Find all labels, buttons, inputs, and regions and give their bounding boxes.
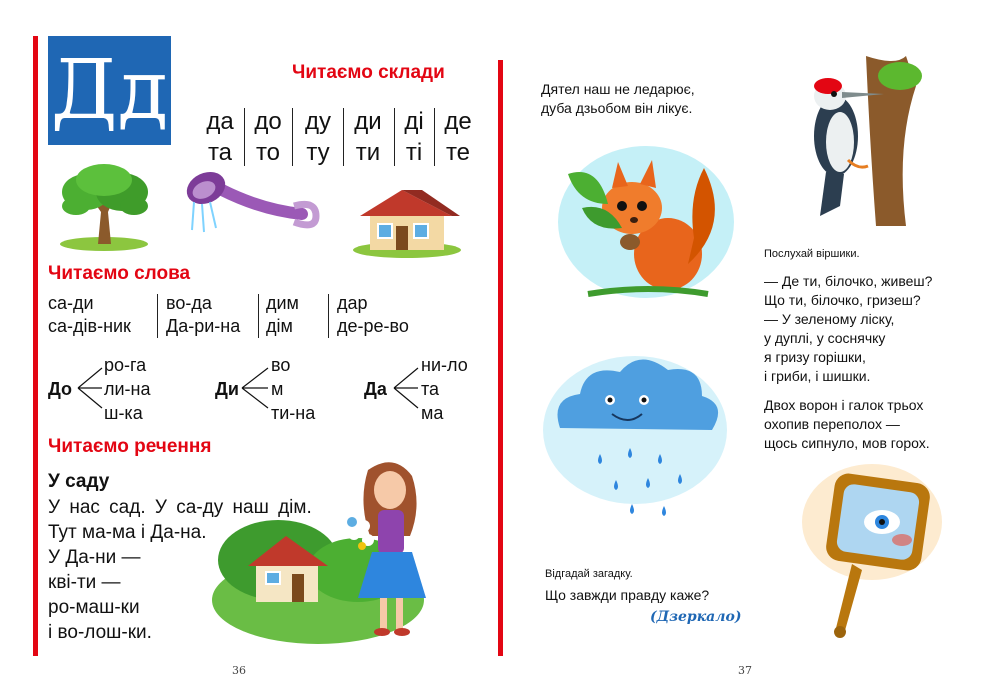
tree-branch: ни-ло	[421, 355, 468, 375]
crows-rhyme	[764, 396, 930, 453]
branch-lines	[392, 362, 420, 414]
tree-branch: ма	[421, 403, 444, 423]
story-line: Тут ма-ма і Да-на.	[48, 522, 207, 543]
poem-line: у дуплі, у соснячку	[764, 330, 886, 346]
syllable-pair: ді ті	[404, 108, 424, 166]
tree-branch: ш-ка	[104, 403, 143, 423]
story-line: У нас сад. У са-ду наш дім.	[48, 497, 312, 518]
page-number-right: 37	[738, 664, 752, 677]
syllable-pair: ди ти	[354, 108, 382, 166]
story-title: У саду	[48, 471, 110, 492]
page-number-left: 36	[232, 664, 246, 677]
tree-branch: ли-на	[104, 379, 151, 399]
word-column: дим дім	[266, 293, 299, 336]
tree-root: Да	[364, 379, 387, 399]
girl-garden-illustration	[208, 450, 480, 646]
poem-line: Що ти, білочко, гризеш?	[764, 292, 921, 308]
riddle-answer: (Дзеркало)	[650, 609, 742, 625]
woodpecker-illustration	[796, 56, 926, 228]
tree-branch: м	[271, 379, 284, 399]
letter-block: Дд	[48, 36, 171, 145]
tree-branch: во	[271, 355, 291, 375]
shower-illustration	[182, 170, 322, 240]
divider	[292, 108, 293, 166]
word-column: дар де-ре-во	[337, 293, 409, 336]
rain-cloud-illustration	[540, 350, 730, 536]
woodpecker-rhyme	[541, 80, 695, 118]
divider	[343, 108, 344, 166]
tree-root: До	[48, 379, 73, 399]
poem-line: і гриби, і шишки.	[764, 368, 871, 384]
sentences-heading: Читаємо речення	[48, 436, 212, 457]
tree-branch: та	[421, 379, 440, 399]
story-line: кві-ти —	[48, 572, 121, 593]
branch-lines	[76, 362, 104, 414]
story-line: ро-маш-ки	[48, 597, 140, 618]
center-divider-bar	[498, 60, 503, 656]
squirrel-illustration	[548, 134, 736, 304]
branch-lines	[240, 362, 270, 414]
tree-branch: ро-га	[104, 355, 147, 375]
rhyme-line: дуба дзьобом він лікує.	[541, 100, 693, 116]
story-line: У Да-ни —	[48, 547, 141, 568]
syllable-pair: да та	[206, 108, 234, 166]
tree-root: Ди	[215, 379, 239, 399]
divider	[394, 108, 395, 166]
rhyme-line: охопив переполох —	[764, 416, 900, 432]
rhyme-line: Двох ворон і галок трьох	[764, 397, 924, 413]
tree-branch: ти-на	[271, 403, 316, 423]
tree-illustration	[56, 162, 152, 252]
poem-line: я гризу горішки,	[764, 349, 866, 365]
mirror-illustration	[796, 460, 946, 640]
syllable-pair: де те	[444, 108, 472, 166]
house-illustration	[352, 186, 462, 258]
poem-line: — Де ти, білочко, живеш?	[764, 273, 933, 289]
syllables-heading: Читаємо склади	[292, 62, 445, 83]
rhyme-line: Дятел наш не ледарює,	[541, 81, 695, 97]
story-line: і во-лош-ки.	[48, 622, 152, 643]
divider	[258, 294, 259, 338]
word-column: са-ди са-дів-ник	[48, 293, 131, 336]
rhyme-line: щось сипнуло, мов горох.	[764, 435, 930, 451]
divider	[434, 108, 435, 166]
divider	[328, 294, 329, 338]
syllable-pair: ду ту	[304, 108, 331, 166]
left-margin-bar	[33, 36, 38, 656]
riddle-text: Що завжди правду каже?	[545, 587, 710, 603]
poem-line: — У зеленому ліску,	[764, 311, 895, 327]
listen-caption: Послухай віршики.	[764, 248, 860, 260]
word-column: во-да Да-ри-на	[166, 293, 241, 336]
squirrel-poem	[764, 272, 932, 386]
divider	[244, 108, 245, 166]
divider	[157, 294, 158, 338]
riddle-caption: Відгадай загадку.	[545, 568, 633, 580]
words-heading: Читаємо слова	[48, 263, 191, 284]
syllable-pair: до то	[254, 108, 282, 166]
